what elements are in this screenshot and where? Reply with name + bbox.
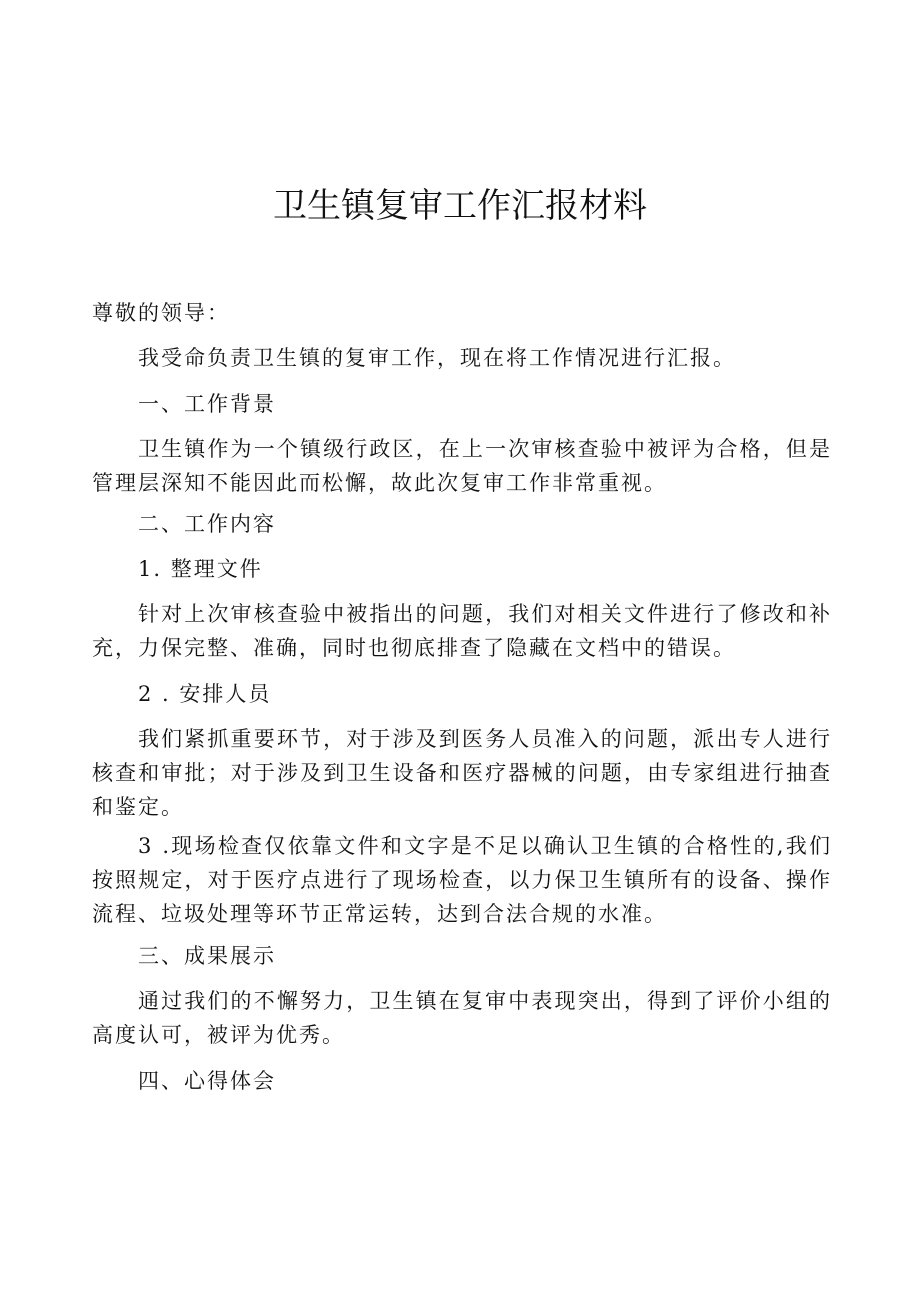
section-heading-results: 三、成果展示 [138, 944, 276, 968]
salutation: 尊敬的领导： [92, 301, 230, 325]
section-heading-content: 二、工作内容 [138, 512, 276, 536]
document-title: 卫生镇复审工作汇报材料 [273, 186, 647, 226]
organize-files-paragraph: 针对上次审核查验中被指出的问题，我们对相关文件进行了修改和补充，力保完整、准确，同时也彻底排查了隐藏在文档中的错误。 [92, 602, 832, 660]
arrange-staff-paragraph: 我们紧抓重要环节，对于涉及到医务人员准入的问题，派出专人进行核查和审批；对于涉及到卫生设备和医疗器械的问题，由专家组进行抽查和鉴定。 [92, 727, 832, 819]
background-paragraph: 卫生镇作为一个镇级行政区，在上一次审核查验中被评为合格，但是管理层深知不能因此而松懈，故此次复审工作非常重视。 [92, 437, 832, 495]
intro-paragraph: 我受命负责卫生镇的复审工作，现在将工作情况进行汇报。 [138, 346, 736, 370]
results-paragraph: 通过我们的不懈努力，卫生镇在复审中表现突出，得到了评价小组的高度认可，被评为优秀。 [92, 989, 832, 1047]
section-heading-reflections: 四、心得体会 [138, 1069, 276, 1093]
item-heading-arrange-staff: 2 . 安排人员 [138, 682, 272, 706]
section-heading-background: 一、工作背景 [138, 392, 276, 416]
item-heading-organize-files: 1. 整理文件 [138, 557, 263, 581]
site-inspection-paragraph: 3 .现场检查仅依靠文件和文字是不足以确认卫生镇的合格性的,我们按照规定，对于医疗点进行了现场检查，以力保卫生镇所有的设备、操作流程、垃圾处理等环节正常运转，达到合法合规的水准。 [92, 834, 832, 926]
